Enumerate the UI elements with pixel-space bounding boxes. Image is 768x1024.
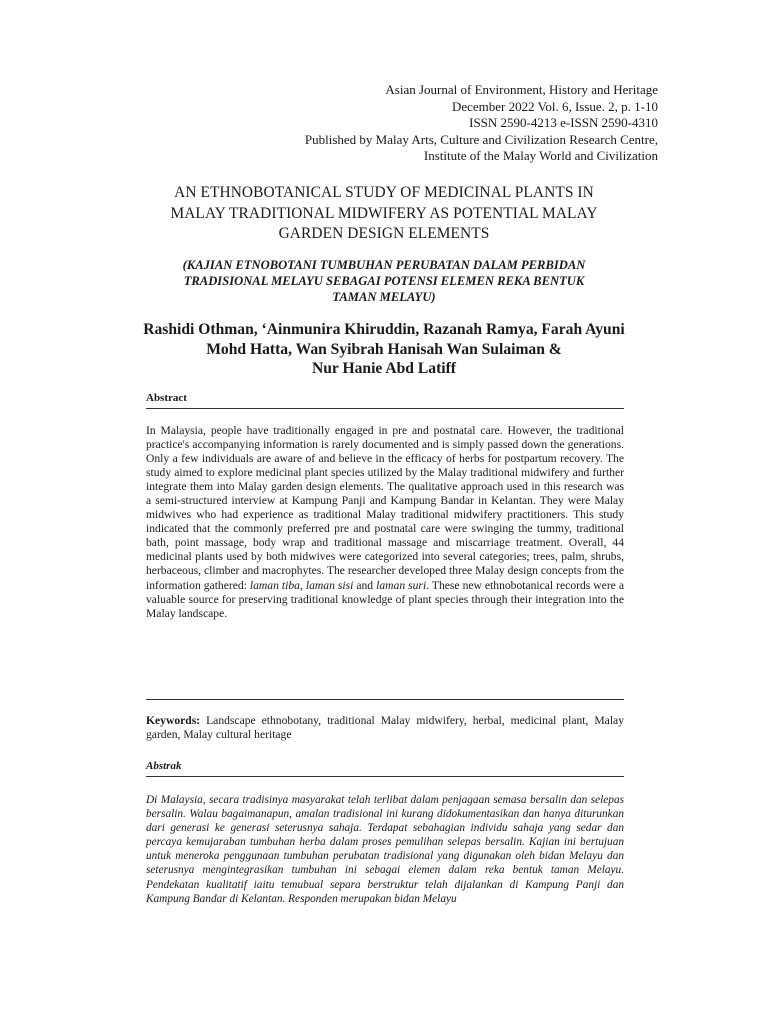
author-line: Rashidi Othman, ‘Ainmunira Khiruddin, Razanah Ramya, Farah Ayuni [143,321,625,338]
abstract-separator: and [353,578,377,592]
abstrak-text: Di Malaysia, secara tradisinya masyarakat telah terlibat dalam penjagaan semasa bersalin dan selepas bersalin. Walau bagaimanapun, amalan tradisional ini kurang didokumentasikan dan hanya diturunkan dari generasi ke generasi seterusnya sahaja. Terdapat sebahagian individu sahaja yang sedar dan percaya kemujaraban tumbuhan herba dalam proses pemulihan selepas bersalin. Kajian ini bertujuan untuk meneroka penggunaan tumbuhan perubatan tradisional yang digunakan oleh bidan Melayu dan seterusnya mengintegrasikan tumbuhan ini sebagai elemen dalam reka bentuk taman Melayu. Pendekatan kualitatif iaitu temubual separa berstruktur telah dijalankan di Kampung Panji dan Kampung Bandar di Kelantan. Responden merupakan bidan Melayu [146,794,624,905]
design-concept-term: laman sisi [305,578,354,592]
journal-name: Asian Journal of Environment, History and Heritage [385,82,658,97]
abstract-separator: , [299,578,306,592]
title-line: GARDEN DESIGN ELEMENTS [278,225,490,242]
keywords [146,714,624,742]
journal-publisher: Published by Malay Arts, Culture and Civilization Research Centre, [304,131,658,147]
journal-institute: Institute of the Malay World and Civilization [423,148,658,163]
paper-title [110,183,658,245]
author-line: Mohd Hatta, Wan Syibrah Hanisah Wan Sulaiman & [206,340,562,358]
author-list [100,320,668,379]
journal-issue: December 2022 Vol. 6, Issue. 2, p. 1-10 [451,98,658,114]
abstrak-heading: Abstrak [146,760,624,777]
abstract-heading: Abstract [146,392,624,409]
subtitle-line: TRADISIONAL MELAYU SEBAGAI POTENSI ELEMEN REKA BENTUK [183,274,585,288]
keywords-text: Landscape ethnobotany, traditional Malay midwifery, herbal, medicinal plant, Malay garden, Malay cultural heritage [146,714,624,742]
keywords-label: Keywords: [146,714,201,727]
design-concept-term: laman tiba [249,578,300,592]
subtitle-line: TAMAN MELAYU) [332,290,436,304]
subtitle-line: (KAJIAN ETNOBOTANI TUMBUHAN PERUBATAN DALAM PERBIDAN [182,258,586,272]
abstract-text [146,424,624,621]
title-line: AN ETHNOBOTANICAL STUDY OF MEDICINAL PLANTS IN [174,184,594,201]
journal-header [178,82,658,165]
design-concept-term: laman suri [376,578,427,592]
abstract-body: In Malaysia, people have traditionally engaged in pre and postnatal care. However, the traditional practice's accompanying information is rarely documented and is simply passed down the generations. Only a few individuals are aware of and believe in the efficacy of herbs for postpartum recovery. The study aimed to explore medicinal plant species utilized by the Malay traditional midwifery and further integrate them into Malay garden design elements. The qualitative approach used in this research was a semi-structured interview at Kampung Panji and Kampung Bandar in Kelantan. They were Malay midwives who had experience as traditional Malay traditional midwifery practitioners. This study indicated that the commonly preferred pre and postnatal care were swinging the tummy, traditional bath, point massage, body wrap and traditional massage and miscarriage treatment. Overall, 44 medicinal plants used by both midwives were categorized into several categories; trees, palm, shrubs, herbaceous, climber and macrophytes. The researcher developed three Malay design concepts from the information gathered: [146,424,624,592]
abstract-body-end: . These new ethnobotanical records were a valuable source for preserving traditional knowledge of plant species through their integration into the Malay landscape. [146,578,624,620]
abstract-divider [146,699,624,700]
author-line: Nur Hanie Abd Latiff [312,360,456,377]
journal-issn: ISSN 2590-4213 e-ISSN 2590-4310 [469,115,658,130]
title-line: MALAY TRADITIONAL MIDWIFERY AS POTENTIAL MALAY [170,204,598,222]
paper-subtitle [110,257,658,305]
